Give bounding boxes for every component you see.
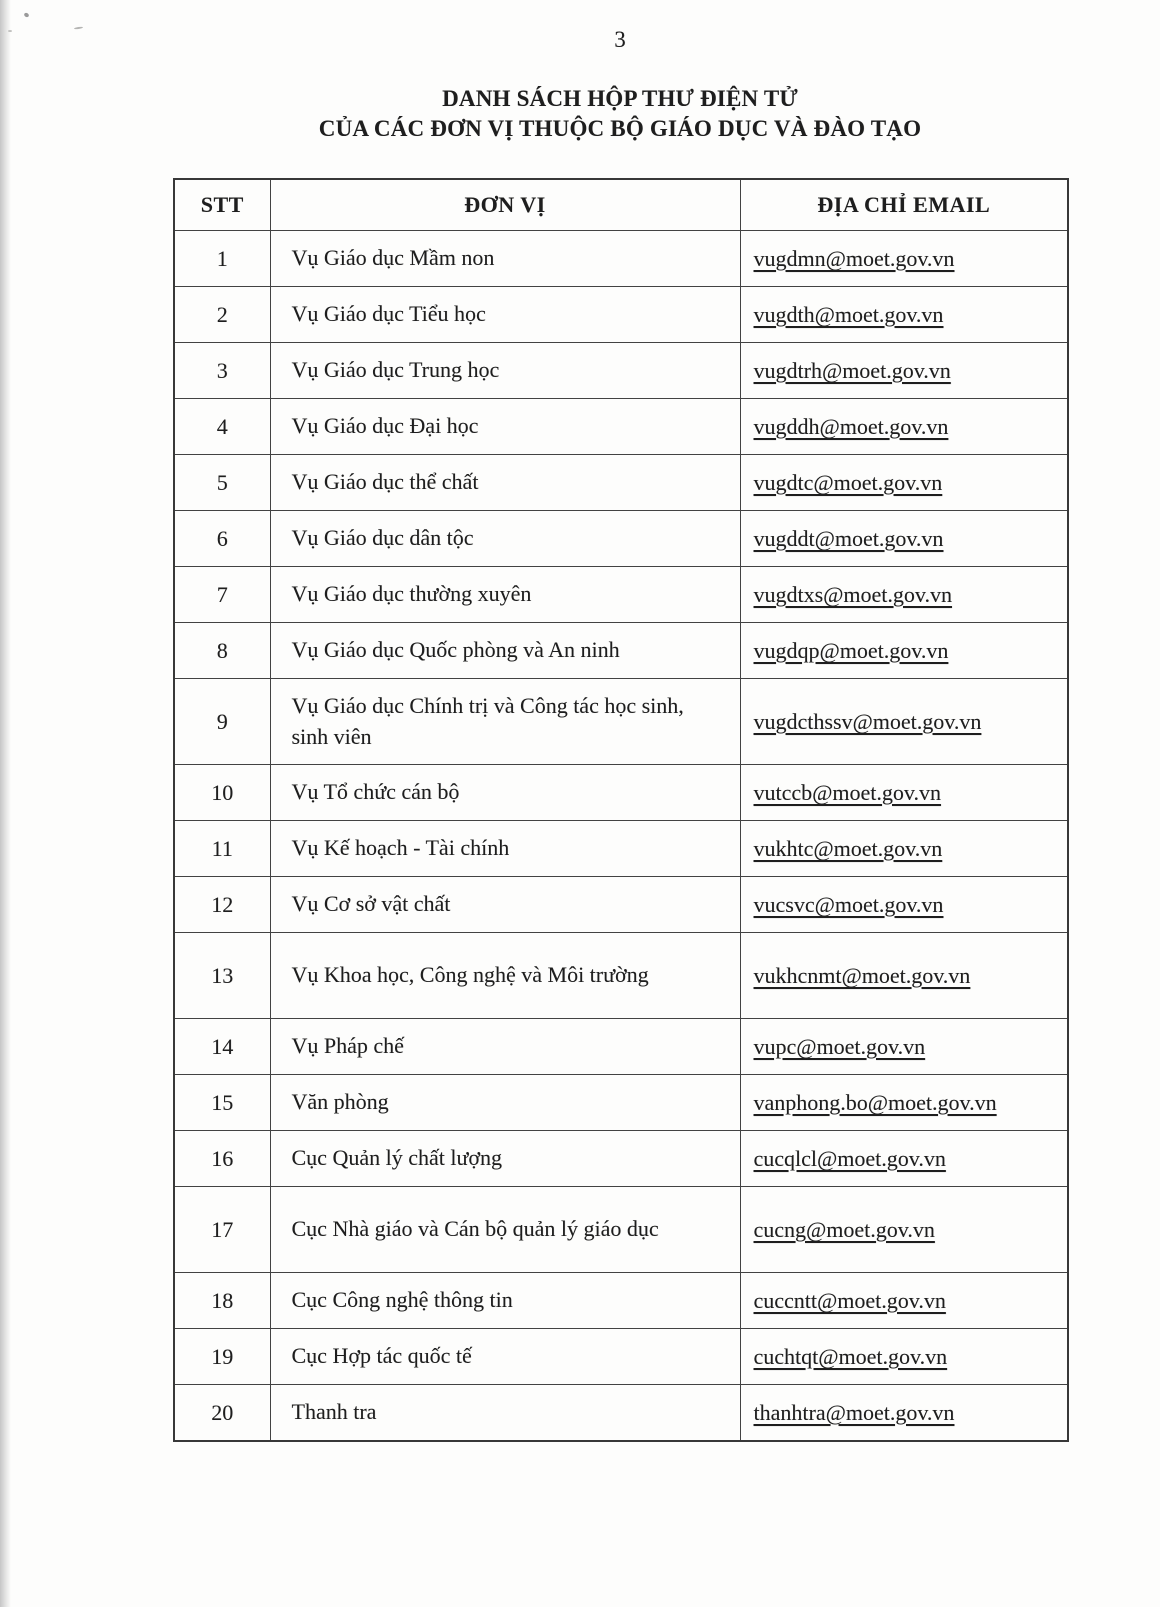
table-row: [174, 343, 1068, 399]
email-address: vutccb@moet.gov.vn: [753, 779, 941, 805]
table-row: [174, 877, 1068, 933]
unit-name: Cục Hợp tác quốc tế: [270, 1329, 740, 1385]
row-number: 8: [174, 623, 270, 679]
email-address: vucsvc@moet.gov.vn: [753, 891, 944, 917]
row-number: 3: [174, 343, 270, 399]
row-number: 12: [174, 877, 270, 933]
unit-name: Cục Nhà giáo và Cán bộ quản lý giáo dục: [270, 1187, 740, 1273]
table-row: [174, 399, 1068, 455]
scan-speck: [8, 30, 12, 32]
row-number: 19: [174, 1329, 270, 1385]
scan-speck: [74, 26, 83, 29]
row-number: 14: [174, 1019, 270, 1075]
email-address: vugdmn@moet.gov.vn: [753, 245, 955, 271]
table-row: [174, 821, 1068, 877]
unit-name: Vụ Giáo dục Tiểu học: [270, 287, 740, 343]
table-row: [174, 1273, 1068, 1329]
row-number: 5: [174, 455, 270, 511]
unit-name: Vụ Giáo dục dân tộc: [270, 511, 740, 567]
table-row: [174, 623, 1068, 679]
document-title-line2: CỦA CÁC ĐƠN VỊ THUỘC BỘ GIÁO DỤC VÀ ĐÀO TẠO: [318, 115, 922, 141]
table-row: [174, 1187, 1068, 1273]
scan-edge-shadow: [0, 0, 11, 1607]
email-address: vugdtxs@moet.gov.vn: [753, 581, 952, 607]
row-number: 11: [174, 821, 270, 877]
table-row: [174, 1075, 1068, 1131]
table-header-row: [174, 179, 1068, 231]
row-number: 1: [174, 231, 270, 287]
header-unit: ĐƠN VỊ: [270, 179, 740, 231]
table-row: [174, 765, 1068, 821]
unit-name: Thanh tra: [270, 1385, 740, 1441]
table-row: [174, 287, 1068, 343]
row-number: 13: [174, 933, 270, 1019]
scan-speck: [23, 12, 29, 18]
document-content: [173, 0, 1067, 1442]
table-row: [174, 1385, 1068, 1441]
unit-name: Vụ Khoa học, Công nghệ và Môi trường: [270, 933, 740, 1019]
table-row: [174, 933, 1068, 1019]
email-address: vupc@moet.gov.vn: [753, 1033, 926, 1059]
email-address: vukhtc@moet.gov.vn: [753, 835, 943, 861]
unit-name: Vụ Giáo dục Mầm non: [270, 231, 740, 287]
table-row: [174, 679, 1068, 765]
table-row: [174, 1019, 1068, 1075]
table-row: [174, 455, 1068, 511]
unit-name: Vụ Giáo dục Chính trị và Công tác học sinh, sinh viên: [270, 679, 740, 765]
header-email: ĐỊA CHỈ EMAIL: [740, 179, 1068, 231]
email-address: cucng@moet.gov.vn: [753, 1216, 935, 1242]
email-address: vukhcnmt@moet.gov.vn: [753, 962, 971, 988]
table-row: [174, 511, 1068, 567]
unit-name: Vụ Tổ chức cán bộ: [270, 765, 740, 821]
email-address: vugdtc@moet.gov.vn: [753, 469, 943, 495]
unit-name: Vụ Giáo dục Trung học: [270, 343, 740, 399]
row-number: 17: [174, 1187, 270, 1273]
unit-name: Vụ Giáo dục Quốc phòng và An ninh: [270, 623, 740, 679]
row-number: 10: [174, 765, 270, 821]
email-address: vugddh@moet.gov.vn: [753, 413, 949, 439]
email-address: vugdcthssv@moet.gov.vn: [753, 708, 982, 734]
email-address: vugddt@moet.gov.vn: [753, 525, 944, 551]
unit-name: Vụ Giáo dục thường xuyên: [270, 567, 740, 623]
row-number: 16: [174, 1131, 270, 1187]
page-number: 3: [614, 27, 626, 52]
email-address: cucqlcl@moet.gov.vn: [753, 1145, 946, 1171]
table-row: [174, 567, 1068, 623]
unit-name: Vụ Pháp chế: [270, 1019, 740, 1075]
row-number: 2: [174, 287, 270, 343]
row-number: 15: [174, 1075, 270, 1131]
unit-name: Vụ Giáo dục thể chất: [270, 455, 740, 511]
unit-name: Vụ Cơ sở vật chất: [270, 877, 740, 933]
header-stt: STT: [174, 179, 270, 231]
document-title-line1: DANH SÁCH HỘP THƯ ĐIỆN TỬ: [442, 86, 798, 111]
row-number: 4: [174, 399, 270, 455]
row-number: 18: [174, 1273, 270, 1329]
email-address: cuchtqt@moet.gov.vn: [753, 1343, 948, 1369]
document-title: [173, 84, 1067, 144]
email-address: vugdqp@moet.gov.vn: [753, 637, 949, 663]
row-number: 7: [174, 567, 270, 623]
table-row: [174, 1329, 1068, 1385]
table-row: [174, 1131, 1068, 1187]
email-address: thanhtra@moet.gov.vn: [753, 1399, 955, 1425]
table-row: [174, 231, 1068, 287]
row-number: 6: [174, 511, 270, 567]
email-address: vanphong.bo@moet.gov.vn: [753, 1089, 997, 1115]
email-address: cuccntt@moet.gov.vn: [753, 1287, 946, 1313]
row-number: 9: [174, 679, 270, 765]
unit-name: Vụ Kế hoạch - Tài chính: [270, 821, 740, 877]
email-address: vugdth@moet.gov.vn: [753, 301, 944, 327]
unit-name: Cục Công nghệ thông tin: [270, 1273, 740, 1329]
unit-name: Văn phòng: [270, 1075, 740, 1131]
unit-name: Vụ Giáo dục Đại học: [270, 399, 740, 455]
email-directory-table: [173, 178, 1069, 1442]
email-address: vugdtrh@moet.gov.vn: [753, 357, 951, 383]
row-number: 20: [174, 1385, 270, 1441]
unit-name: Cục Quản lý chất lượng: [270, 1131, 740, 1187]
